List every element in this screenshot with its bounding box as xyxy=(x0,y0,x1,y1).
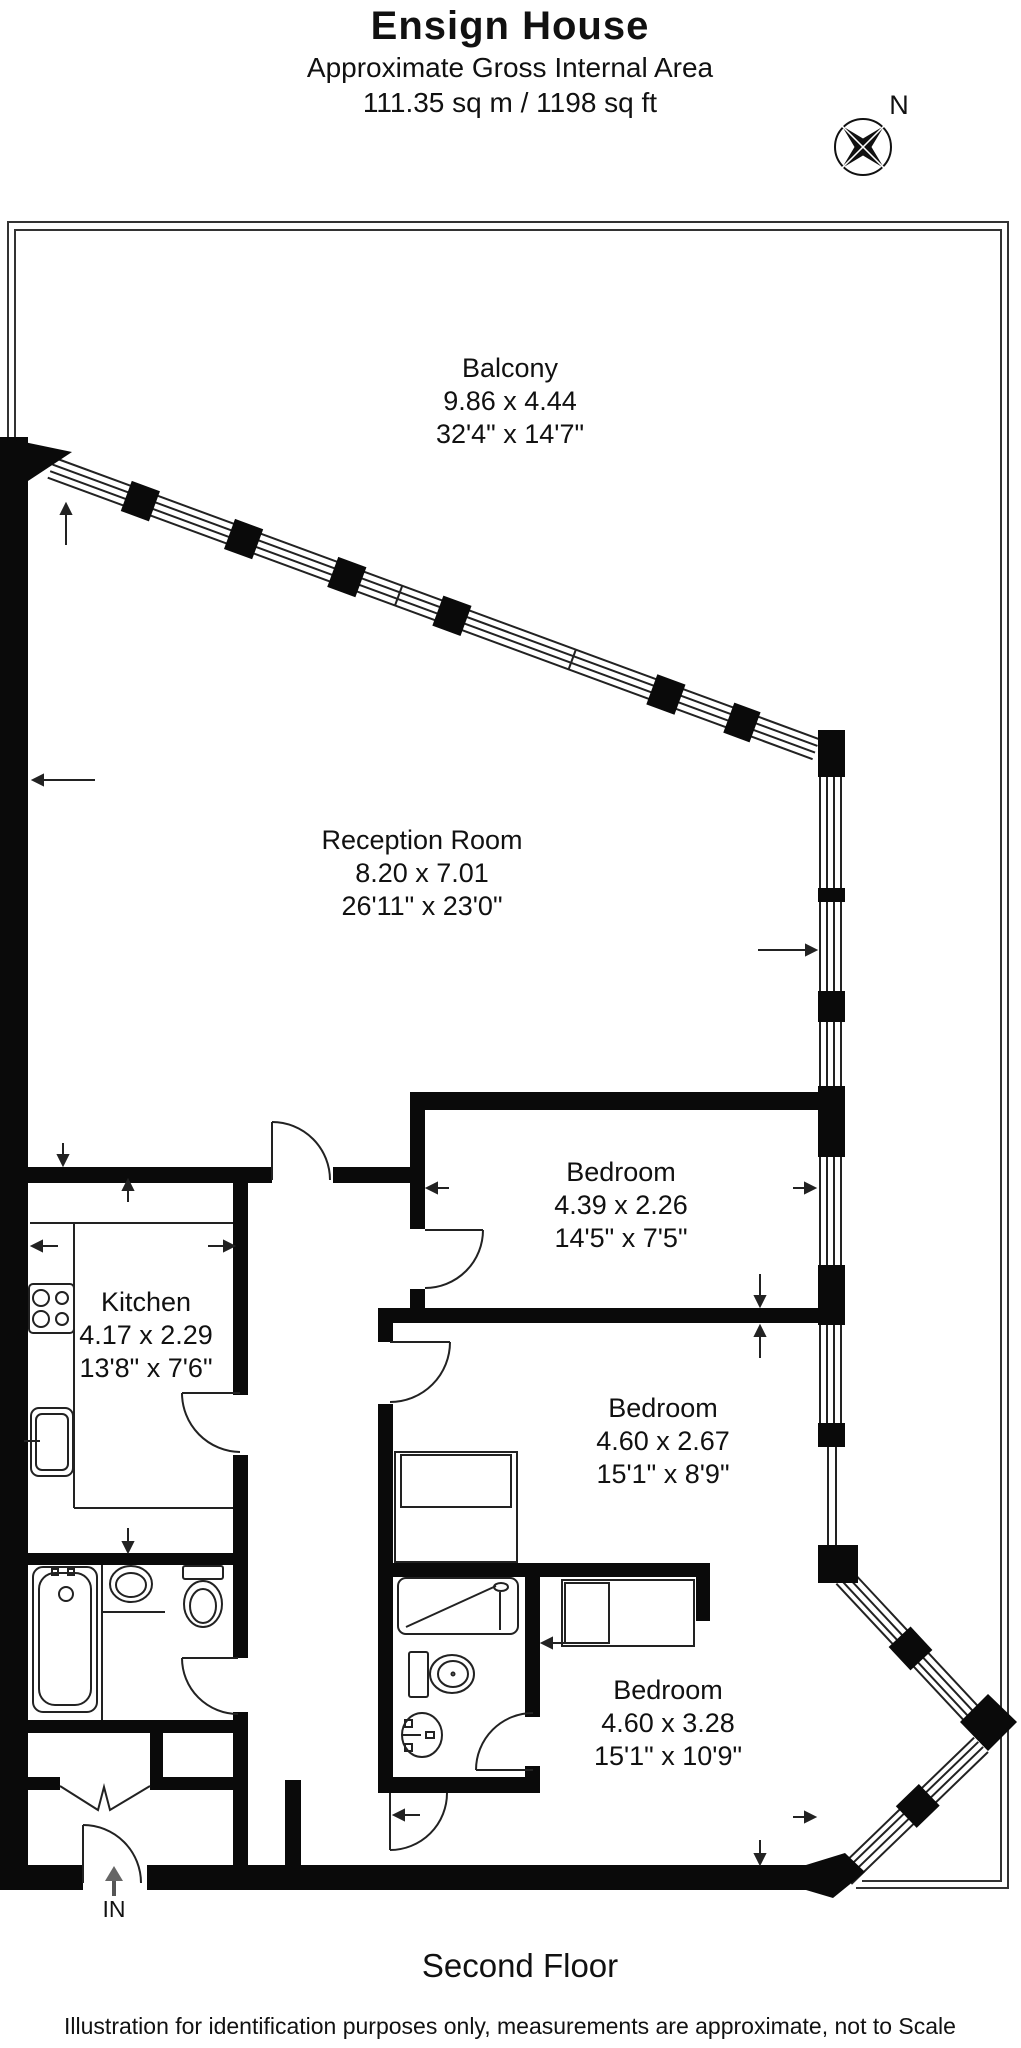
page-title: Ensign House xyxy=(370,4,650,48)
bed2-icon xyxy=(395,1452,517,1562)
shower-icon xyxy=(398,1578,518,1634)
page-subtitle: Approximate Gross Internal Area xyxy=(306,52,714,83)
page-area: 111.35 sq m / 1198 sq ft xyxy=(362,87,658,118)
room-imperial: 15'1" x 8'9" xyxy=(596,1459,730,1489)
bifold-closet-door xyxy=(60,1786,150,1810)
reception-door xyxy=(272,1122,330,1180)
room-name: Kitchen xyxy=(100,1287,192,1317)
bedroom2-door xyxy=(390,1342,450,1402)
bathroom-door xyxy=(182,1658,238,1714)
room-label-balcony xyxy=(436,352,584,451)
room-label-bedroom2 xyxy=(596,1392,730,1491)
bed3-icon xyxy=(562,1580,694,1646)
room-name: Bedroom xyxy=(566,1157,676,1187)
room-label-kitchen xyxy=(79,1286,213,1385)
ensuite-basin-icon xyxy=(402,1713,442,1757)
room-label-bedroom3 xyxy=(594,1674,742,1773)
room-imperial: 32'4" x 14'7" xyxy=(435,419,585,449)
kitchen-door xyxy=(182,1393,240,1452)
room-label-bedroom1 xyxy=(554,1156,688,1255)
compass-north-label: N xyxy=(889,90,909,120)
room-imperial: 13'8" x 7'6" xyxy=(79,1353,213,1383)
room-imperial: 26'11" x 23'0" xyxy=(341,891,503,921)
basin-icon xyxy=(110,1566,152,1602)
room-metric: 4.60 x 3.28 xyxy=(601,1708,735,1738)
room-metric: 4.39 x 2.26 xyxy=(554,1190,688,1220)
bathtub-icon xyxy=(33,1567,97,1712)
bay-window-upper xyxy=(833,1567,991,1734)
disclaimer-text: Illustration for identification purposes only, measurements are approximate, not to Scale xyxy=(64,2013,956,2039)
walls xyxy=(0,437,1017,1898)
toilet-icon xyxy=(183,1566,223,1627)
bathroom-fixtures xyxy=(33,1565,223,1720)
bedroom1-door xyxy=(425,1230,483,1288)
room-name: Balcony xyxy=(461,353,559,383)
room-name: Bedroom xyxy=(608,1393,718,1423)
floor-name: Second Floor xyxy=(421,1947,619,1984)
ensuite-toilet-icon xyxy=(409,1652,474,1697)
room-imperial: 14'5" x 7'5" xyxy=(554,1223,688,1253)
entry-label: IN xyxy=(102,1896,126,1922)
bay-window-lower xyxy=(834,1734,992,1888)
window-wall-diagonal xyxy=(46,453,822,764)
room-imperial: 15'1" x 10'9" xyxy=(593,1741,743,1771)
entry-arrow-icon xyxy=(105,1866,123,1896)
room-name: Reception Room xyxy=(321,825,523,855)
room-name: Bedroom xyxy=(613,1675,723,1705)
ensuite-door xyxy=(476,1713,533,1770)
bedroom3-door xyxy=(390,1793,447,1850)
room-metric: 8.20 x 7.01 xyxy=(355,858,489,888)
room-label-reception xyxy=(321,824,522,923)
ensuite-fixtures xyxy=(398,1578,518,1757)
balcony-outline xyxy=(8,222,1008,1888)
hob-icon xyxy=(29,1284,74,1333)
room-metric: 4.17 x 2.29 xyxy=(79,1320,213,1350)
door-arcs xyxy=(60,1122,533,1883)
kitchen-sink-icon xyxy=(24,1408,73,1476)
plan-title-block xyxy=(307,2,713,120)
room-metric: 9.86 x 4.44 xyxy=(443,386,577,416)
room-metric: 4.60 x 2.67 xyxy=(596,1426,730,1456)
